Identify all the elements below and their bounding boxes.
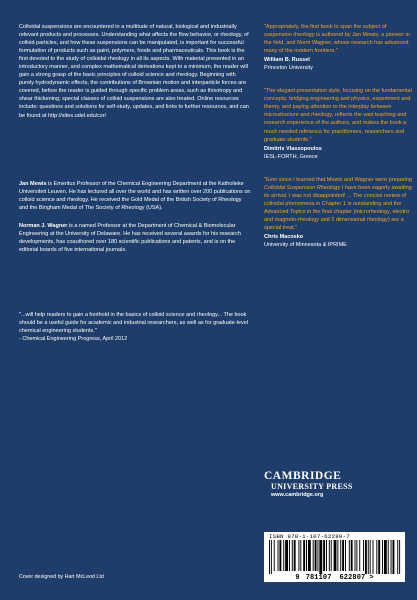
barcode-bar (340, 540, 341, 571)
endorser-affiliation-3: University of Minnesota & IPRIME (264, 242, 347, 249)
isbn-digit-group-3: 622807 (339, 574, 366, 582)
barcode-bar (356, 540, 357, 571)
barcode-bar (370, 540, 371, 574)
barcode-bar (388, 540, 389, 574)
left-column (19, 23, 251, 343)
barcode-bar (300, 540, 301, 571)
cover-credit: Cover designed by Hart McLeod Ltd (19, 574, 104, 580)
author-name-1: Jan Mewis (19, 180, 47, 187)
author-bio-text-1: is Emeritus Professor of the Chemical Engineering Department at the Katholieke Universiteit Leuven. He has lectured all over the world and has written over 200 publications on colloid science and rheology. He received the Gold Medal of the British Society of Rheology and the Bingham Medal of The Society of Rheology (USA). (19, 180, 251, 211)
barcode-bar (349, 540, 350, 571)
isbn-digit-group-2: 781107 (305, 574, 332, 582)
barcode-bar (329, 540, 330, 571)
barcode-bar (308, 540, 311, 571)
barcode-bar (376, 540, 377, 574)
publisher-name: CAMBRIDGE (264, 470, 342, 482)
barcode-bar (303, 540, 305, 571)
barcode-icon (267, 540, 402, 574)
author-bio-2 (19, 222, 251, 254)
barcode-bar (368, 540, 369, 574)
review-source: - Chemical Engineering Progress, April 2012 (19, 336, 128, 343)
isbn-barcode-box (264, 532, 405, 582)
barcode-bar (289, 540, 290, 571)
barcode-bar (315, 540, 317, 571)
barcode-bar (278, 540, 279, 571)
book-description: Colloidal suspensions are encountered in a multitude of natural, biological and industrially relevant products and processes. Understanding what affects the flow behavior, or rheology, of colloid particles, and how these suspensions can be manipulated, is important for successful formulation of products such as paint, polymers, foods and pharmaceuticals. This book is the first devoted to the study of colloidal rheology in all its aspects. With material presented in an introductory manner, and complex mathematical derivations kept to a minimum, the reader will gain a strong grasp of the basic principles of colloid science and rheology. Beginning with purely hydrodynamic effects, the contributions of Brownian motion and interparticle forces are covered, before the reader is guided through specific problem areas, such as thixotropy and shear thickening; special classes of colloid suspensions are also treated. Online resources include: questions and solutions for self-study, updates, and links to further resources, and can be found at http://sites.udel.edu/csr/ (19, 24, 249, 119)
isbn-label: ISBN 978-1-107-62280-7 (269, 533, 350, 540)
barcode-bar (292, 540, 293, 571)
barcode-bar (378, 540, 380, 574)
barcode-bar (279, 540, 281, 571)
barcode-bar (391, 540, 392, 574)
endorsement-quote-2: "The elegant presentation style, focusing on the fundamental concepts, bridging engineering and physics, experiment and theory, and paying attention to the interplay between microstructure and rheology, reflects the vast teaching and research experience of the authors, and makes the book a much needed reference for practitioners, researchers and graduate students." (264, 88, 412, 143)
barcode-bar (306, 540, 307, 571)
barcode-bar (319, 540, 322, 574)
barcode-bar (271, 540, 272, 574)
barcode-bar (285, 540, 288, 571)
barcode-bar (363, 540, 364, 571)
barcode-bar (323, 540, 325, 571)
author-bio-text-2: is a named Professor at the Department of Chemical & Biomolecular Engineering at the University of Delaware. He has received several awards for his research developments, has coauthored over 180 scientific publications and patents, and is on the editorial boards of five international journals. (19, 222, 241, 253)
barcode-bar (384, 540, 387, 574)
endorsement-quote-1: "Appropriately, the first book to span the subject of suspension rheology is authored by Jan Mewis, a pioneer in the field, and Norm Wagner, whose research has advanced many of the modern frontiers." (264, 24, 410, 55)
barcode-bar (334, 540, 337, 571)
publisher-logo (264, 470, 404, 498)
barcode-bar (351, 540, 353, 571)
endorser-name-1: William B. Russel (264, 57, 310, 64)
publisher-press: UNIVERSITY PRESS (271, 482, 353, 491)
barcode-bar (342, 540, 344, 571)
endorsement-quote-3: "Ever since I learned that Mewis and Wagner were preparing Colloidal Suspension Rheology I have been eagerly awaiting its arrival. I was not disappointed! ... The concise review of colloidal phenomena in Chapter 1 is outstanding and the Advanced Topics in the final chapter (microrheology, electro and magneto-rheology and 2 dimensional rheology) are a special treat." (264, 176, 412, 231)
author-name-2: Norman J. Wagner (19, 222, 68, 229)
endorser-affiliation-2: IESL-FORTH, Greece (264, 153, 318, 160)
endorser-name-3: Chris Macosko (264, 234, 304, 241)
barcode-bar (359, 540, 360, 571)
barcode-bar (274, 540, 275, 571)
barcode-bar (269, 540, 270, 574)
barcode-bar (337, 540, 338, 571)
barcode-bar (355, 540, 356, 571)
barcode-bar (365, 540, 367, 574)
barcode-bar (298, 540, 299, 571)
barcode-bar (283, 540, 284, 571)
isbn-digits (264, 574, 405, 582)
publisher-url: www.cambridge.org (271, 492, 324, 498)
barcode-bar (373, 540, 374, 574)
barcode-bar (397, 540, 398, 574)
barcode-bar (345, 540, 346, 571)
right-column (264, 23, 414, 249)
isbn-digit-group-1: 9 (295, 574, 300, 582)
endorser-name-2: Dimitris Vlassopoulos (264, 145, 322, 152)
barcode-bar (393, 540, 395, 574)
barcode-bar (399, 540, 400, 574)
barcode-bar (382, 540, 383, 574)
barcode-bar (326, 540, 327, 571)
endorser-affiliation-1: Princeton University (264, 65, 313, 72)
barcode-bar (294, 540, 296, 571)
barcode-bar (331, 540, 332, 571)
barcode-bar (313, 540, 314, 571)
author-bio-1 (19, 180, 251, 212)
isbn-digit-group-4: > (369, 574, 374, 582)
barcode-bar (317, 540, 318, 571)
review-quote: "...will help readers to gain a foothold in the basics of colloid science and rheology... The book should be a useful guide for academic and industrial researchers, as well as for graduate-level chemical engineering students." (19, 311, 248, 335)
book-title-italic: Colloidal Suspension Rheology (264, 184, 341, 191)
